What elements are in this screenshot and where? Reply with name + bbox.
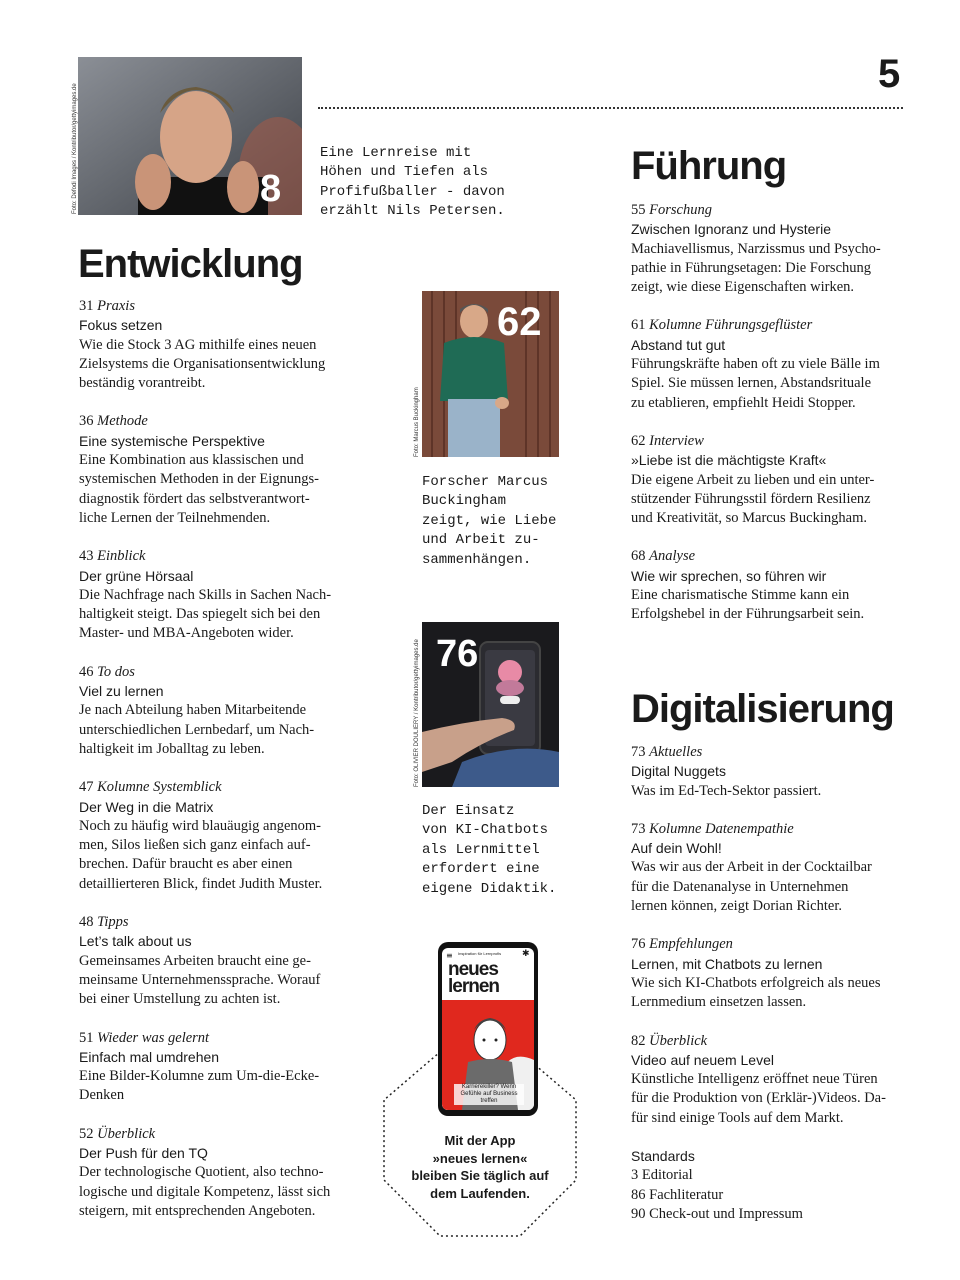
toc-entry[interactable] bbox=[79, 1029, 379, 1106]
toc-entry[interactable] bbox=[631, 743, 931, 801]
entry-desc-line: pathie in Führungsetagen: Die Forschung bbox=[631, 259, 872, 276]
app-caption bbox=[400, 1132, 560, 1202]
entry-page: 73 bbox=[631, 744, 646, 760]
caption-line: und Arbeit zu- bbox=[422, 532, 540, 549]
entry-desc-line: stützender Führungsstil fördern Resilienz bbox=[631, 490, 871, 507]
entry-desc-line: Noch zu häufig wird blauäugig angenom- bbox=[79, 817, 321, 834]
caption-line: Eine Lernreise mit bbox=[320, 145, 472, 161]
caption-line: sammenhängen. bbox=[422, 551, 532, 568]
caption-line: zeigt, wie Liebe bbox=[422, 512, 557, 529]
photo-nils-petersen bbox=[78, 57, 302, 215]
entry-desc-line: Der technologische Quotient, also techno- bbox=[79, 1164, 324, 1181]
entry-page: 73 bbox=[631, 820, 646, 837]
entry-page: 55 bbox=[631, 202, 646, 218]
entry-desc-line: Spiel. Sie müssen lernen, Abstandsrituale bbox=[631, 375, 872, 392]
toc-entry[interactable] bbox=[631, 201, 931, 297]
photo-8-caption bbox=[320, 144, 560, 222]
app-caption-line: dem Laufenden. bbox=[430, 1185, 530, 1201]
entry-desc-line: Machiavellismus, Narzissmus und Psycho- bbox=[631, 240, 881, 257]
caption-line: erfordert eine bbox=[422, 861, 540, 878]
entry-desc-line: Zielsystems die Organisationsentwicklung bbox=[79, 355, 326, 372]
entry-desc-line: für die Produktion von (Erklär-)Videos. Da- bbox=[631, 1090, 886, 1107]
app-caption-line: bleiben Sie täglich auf bbox=[411, 1168, 549, 1183]
entry-page: 82 bbox=[631, 1032, 646, 1049]
entry-title: Lernen, mit Chatbots zu lernen bbox=[631, 955, 823, 972]
toc-entry[interactable] bbox=[79, 913, 379, 1009]
entry-title: Einfach mal umdrehen bbox=[79, 1048, 220, 1065]
photo-76-credit: Foto: OLIVIER DOULIERY / Kontributor/gettyimages.de bbox=[414, 639, 420, 787]
entry-desc-line: Führungskräfte haben oft zu viele Bälle im bbox=[631, 356, 880, 373]
entry-category: Aktuelles bbox=[649, 744, 703, 760]
entry-category: Kolumne Systemblick bbox=[97, 779, 222, 796]
entry-desc-line: diagnostik fördert das selbstverantwort- bbox=[79, 490, 310, 507]
photo-chatbot-phone bbox=[422, 622, 559, 787]
entry-title: Video auf neuem Level bbox=[631, 1051, 774, 1068]
entry-title: Wie wir sprechen, so führen wir bbox=[631, 567, 827, 584]
entry-category: Praxis bbox=[97, 298, 135, 314]
entry-desc-line: Lernmedium einsetzen lassen. bbox=[631, 994, 807, 1011]
entry-title: Zwischen Ignoranz und Hysterie bbox=[631, 221, 831, 238]
entry-desc-line: Master- und MBA-Angeboten wider. bbox=[79, 625, 294, 642]
standards-title: Standards bbox=[631, 1148, 695, 1165]
toc-entry[interactable] bbox=[631, 316, 931, 412]
app-promo[interactable] bbox=[380, 940, 580, 1240]
entwicklung-list bbox=[79, 297, 379, 1240]
entry-desc-line: zu etablieren, empfiehlt Heidi Stopper. bbox=[631, 394, 856, 411]
entry-page: 61 bbox=[631, 317, 646, 334]
photo-62-number: 62 bbox=[497, 300, 542, 344]
caption-line: Profifußballer - davon bbox=[320, 183, 505, 200]
entry-category: Wieder was gelernt bbox=[97, 1029, 210, 1046]
entry-desc-line: lernen können, zeigt Dorian Richter. bbox=[631, 898, 842, 915]
entry-desc-line: und Kreativität, so Marcus Buckingham. bbox=[631, 510, 867, 527]
entry-desc-line: Je nach Abteilung haben Mitarbeitende bbox=[79, 702, 307, 719]
entry-desc-line: Erfolgshebel in der Führungsarbeit sein. bbox=[631, 606, 865, 623]
section-heading-entwicklung: Entwicklung bbox=[78, 242, 303, 286]
entry-category: Forschung bbox=[649, 202, 712, 218]
entry-page: 51 bbox=[79, 1029, 94, 1046]
entry-page: 46 bbox=[79, 663, 94, 680]
section-heading-fuehrung: Führung bbox=[631, 144, 787, 188]
entry-category: Überblick bbox=[649, 1032, 708, 1049]
entry-desc-line: steigern, mit entsprechenden Angeboten. bbox=[79, 1202, 316, 1219]
phone-topline: Inspiration für Lernprofis bbox=[458, 951, 502, 956]
entry-title: Der Push für den TQ bbox=[79, 1144, 208, 1161]
entry-desc-line: Denken bbox=[79, 1087, 125, 1104]
entry-desc-line: Eine charismatische Stimme kann ein bbox=[631, 587, 850, 604]
entry-category: Einblick bbox=[97, 548, 146, 565]
phone-story-text: Karrierekiller? Wenn Gefühle auf Business treffen bbox=[454, 1084, 524, 1105]
caption-line: als Lernmittel bbox=[422, 841, 540, 858]
entry-title: Let’s talk about us bbox=[79, 933, 192, 950]
entry-desc-line: Gemeinsames Arbeiten braucht eine ge- bbox=[79, 952, 311, 969]
entry-desc-line: Eine Kombination aus klassischen und bbox=[79, 452, 304, 469]
phone-logo-lernen: lernen bbox=[448, 976, 500, 997]
entry-page: 62 bbox=[631, 432, 646, 449]
entry-desc-line: Wie die Stock 3 AG mithilfe eines neuen bbox=[79, 336, 317, 353]
entry-page: 48 bbox=[79, 914, 94, 931]
entry-page: 31 bbox=[79, 298, 94, 314]
entry-desc-line: für sind einige Tools auf dem Markt. bbox=[631, 1109, 844, 1126]
toc-entry[interactable] bbox=[631, 547, 931, 624]
standards-block bbox=[631, 1147, 931, 1224]
entry-desc-line: haltigkeit steigt. Das spiegelt sich bei den bbox=[79, 606, 321, 623]
entry-desc-line: beständig vorantreibt. bbox=[79, 375, 206, 392]
entry-page: 47 bbox=[79, 779, 94, 796]
photo-62-caption bbox=[422, 473, 582, 570]
toc-entry[interactable] bbox=[79, 297, 379, 393]
caption-line: eigene Didaktik. bbox=[422, 880, 557, 897]
toc-entry[interactable] bbox=[631, 432, 931, 528]
caption-line: Forscher Marcus bbox=[422, 474, 549, 490]
entry-category: Kolumne Datenempathie bbox=[649, 820, 794, 837]
phone-star-icon: ✱ bbox=[522, 949, 530, 959]
entry-desc-line: liche Lernen der Teilnehmenden. bbox=[79, 509, 271, 526]
caption-line: Der Einsatz bbox=[422, 803, 515, 819]
entry-page: 76 bbox=[631, 936, 646, 953]
entry-page: 52 bbox=[79, 1125, 94, 1142]
entry-desc-line: Die eigene Arbeit zu lieben und ein unter- bbox=[631, 471, 875, 488]
entry-desc-line: logische und digitale Kompetenz, lässt sich bbox=[79, 1183, 331, 1200]
entry-category: Methode bbox=[97, 413, 148, 430]
caption-line: Höhen und Tiefen als bbox=[320, 164, 489, 181]
phone-logo-neues: neues bbox=[448, 959, 498, 980]
caption-line: erzählt Nils Petersen. bbox=[320, 203, 505, 220]
entry-desc-line: Was im Ed-Tech-Sektor passiert. bbox=[631, 782, 822, 799]
entry-desc-line: brechen. Dafür braucht es aber einen bbox=[79, 856, 293, 873]
entry-title: Fokus setzen bbox=[79, 317, 163, 334]
toc-entry[interactable] bbox=[631, 935, 931, 1012]
toc-entry[interactable] bbox=[79, 547, 379, 643]
entry-title: Abstand tut gut bbox=[631, 336, 726, 353]
entry-desc-line: unterschiedlichen Lernbedarf, um Nach- bbox=[79, 721, 315, 738]
caption-line: von KI-Chatbots bbox=[422, 822, 549, 839]
entry-desc-line: für die Datenanalyse in Unternehmen bbox=[631, 878, 849, 895]
entry-title: Der grüne Hörsaal bbox=[79, 567, 194, 584]
entry-title: Der Weg in die Matrix bbox=[79, 798, 214, 815]
entry-desc-line: haltigkeit im Joballtag zu leben. bbox=[79, 740, 265, 757]
photo-8-credit: Foto: Defodi Images / Kontributor/gettyimages.de bbox=[72, 83, 78, 214]
toc-entry[interactable] bbox=[79, 412, 379, 528]
phone-menu-icon: ≡ bbox=[446, 951, 453, 960]
entry-desc-line: systemischen Methoden in der Eignungs- bbox=[79, 471, 320, 488]
entry-category: Interview bbox=[649, 432, 704, 449]
entry-page: 43 bbox=[79, 548, 94, 565]
entry-page: 36 bbox=[79, 413, 94, 430]
photo-76-number: 76 bbox=[436, 633, 479, 675]
entry-category: To dos bbox=[97, 663, 135, 680]
entry-page: 68 bbox=[631, 548, 646, 565]
entry-desc-line: Was wir aus der Arbeit in der Cocktailbar bbox=[631, 859, 872, 876]
entry-title: Eine systemische Perspektive bbox=[79, 432, 265, 449]
phone-mockup bbox=[438, 942, 538, 1116]
photo-8-number: 8 bbox=[260, 168, 282, 210]
toc-entry[interactable] bbox=[631, 820, 931, 916]
standards-item[interactable]: 86 Fachliteratur bbox=[631, 1186, 724, 1203]
entry-desc-line: Wie sich KI-Chatbots erfolgreich als neues bbox=[631, 974, 881, 991]
entry-desc-line: zeigt, wie diese Eigenschaften wirken. bbox=[631, 279, 855, 296]
toc-entry[interactable] bbox=[79, 778, 379, 894]
photo-62-credit: Foto: Marcus Buckingham bbox=[414, 387, 420, 457]
top-dotted-rule bbox=[318, 107, 903, 109]
app-caption-line: Mit der App bbox=[444, 1133, 516, 1148]
entry-desc-line: bei einer Umstellung zu achten ist. bbox=[79, 991, 281, 1008]
section-heading-digitalisierung: Digitalisierung bbox=[631, 687, 894, 731]
standards-item[interactable]: 3 Editorial bbox=[631, 1167, 693, 1184]
entry-title: Auf dein Wohl! bbox=[631, 840, 722, 857]
phone-screen bbox=[442, 948, 534, 1110]
caption-line: Buckingham bbox=[422, 493, 507, 510]
entry-desc-line: Die Nachfrage nach Skills in Sachen Nach- bbox=[79, 586, 332, 603]
fuehrung-list bbox=[631, 201, 931, 644]
entry-category: Kolumne Führungsgeflüster bbox=[649, 317, 813, 334]
entry-title: »Liebe ist die mächtigste Kraft« bbox=[631, 452, 827, 469]
entry-title: Viel zu lernen bbox=[79, 683, 164, 700]
toc-entry[interactable] bbox=[631, 1032, 931, 1128]
photo-76-caption bbox=[422, 802, 582, 899]
toc-entry[interactable] bbox=[79, 1125, 379, 1221]
entry-desc-line: men, Silos ließen sich ganz einfach auf- bbox=[79, 837, 311, 854]
standards-item[interactable]: 90 Check-out und Impressum bbox=[631, 1205, 803, 1222]
entry-desc-line: Eine Bilder-Kolumne zum Um-die-Ecke- bbox=[79, 1068, 320, 1085]
entry-category: Tipps bbox=[97, 914, 129, 931]
entry-desc-line: Künstliche Intelligenz eröffnet neue Türen bbox=[631, 1071, 878, 1088]
photo-marcus-buckingham bbox=[422, 291, 559, 457]
page-number: 5 bbox=[878, 52, 901, 96]
entry-category: Analyse bbox=[649, 548, 696, 565]
entry-desc-line: meinsame Unternehmenssprache. Worauf bbox=[79, 971, 321, 988]
toc-entry[interactable] bbox=[79, 663, 379, 759]
digitalisierung-list bbox=[631, 743, 931, 1224]
app-caption-line: »neues lernen« bbox=[432, 1150, 528, 1166]
entry-category: Empfehlungen bbox=[649, 936, 733, 953]
entry-desc-line: detaillierteren Blick, findet Judith Muster. bbox=[79, 875, 323, 892]
entry-category: Überblick bbox=[97, 1125, 156, 1142]
entry-title: Digital Nuggets bbox=[631, 763, 726, 780]
